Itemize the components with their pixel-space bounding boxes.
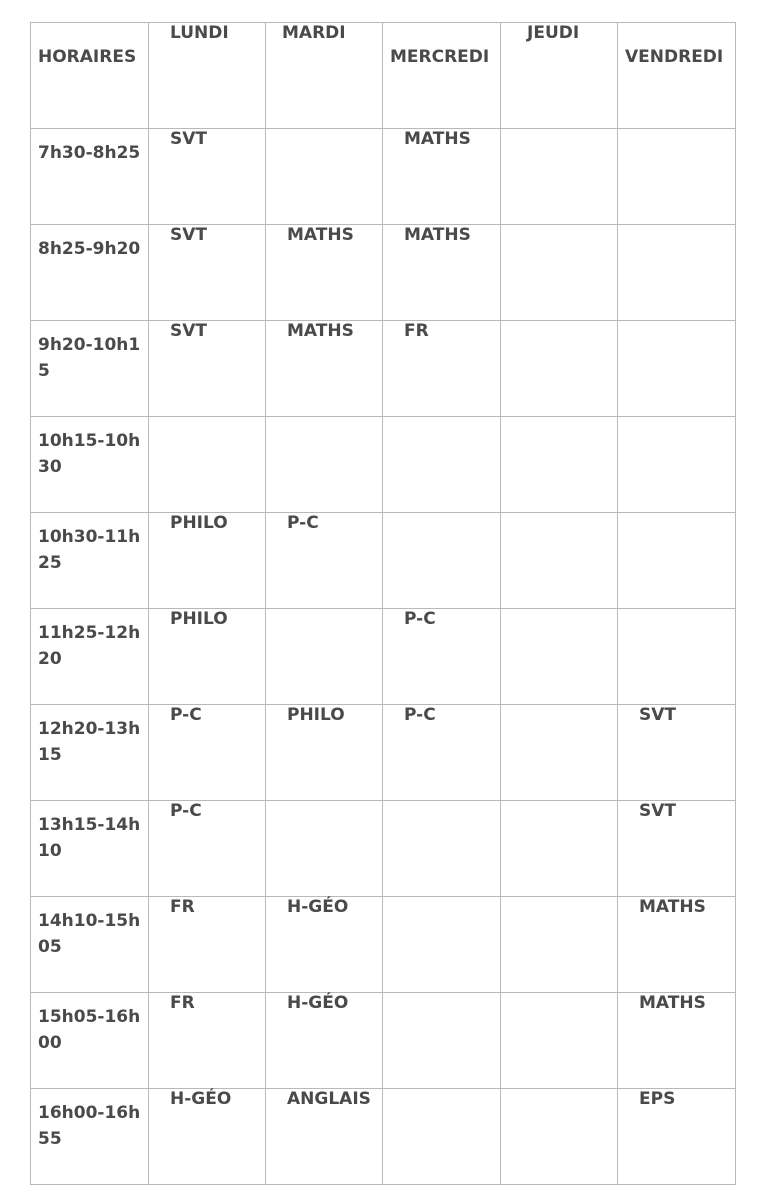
table-row (31, 993, 736, 1089)
subject-cell-vendredi (618, 417, 736, 513)
subject-label: SVT (170, 321, 207, 341)
subject-cell-lundi (149, 1089, 266, 1185)
subject-cell-vendredi (618, 321, 736, 417)
subject-cell-mardi (266, 705, 383, 801)
subject-label: MATHS (287, 225, 354, 245)
subject-label: PHILO (170, 513, 228, 533)
time-slot-cell (31, 801, 149, 897)
subject-cell-mercredi (383, 513, 501, 609)
time-slot-cell (31, 513, 149, 609)
subject-label: P-C (287, 513, 319, 533)
subject-cell-mardi (266, 1089, 383, 1185)
table-row (31, 225, 736, 321)
table-row (31, 513, 736, 609)
subject-cell-vendredi (618, 129, 736, 225)
subject-cell-lundi (149, 897, 266, 993)
timetable-viewport[interactable] (30, 22, 736, 1149)
timetable-body (31, 129, 736, 1185)
subject-cell-jeudi (501, 321, 618, 417)
subject-cell-vendredi (618, 801, 736, 897)
subject-label: H-GÉO (287, 993, 349, 1013)
subject-cell-vendredi (618, 897, 736, 993)
subject-cell-mercredi (383, 321, 501, 417)
subject-cell-mardi (266, 993, 383, 1089)
subject-cell-mercredi (383, 417, 501, 513)
subject-cell-mercredi (383, 225, 501, 321)
subject-cell-lundi (149, 705, 266, 801)
subject-cell-jeudi (501, 801, 618, 897)
header-jeudi: JEUDI (501, 23, 618, 129)
time-slot-label: 15h05-16h00 (38, 1007, 141, 1053)
table-row (31, 129, 736, 225)
subject-cell-mercredi (383, 609, 501, 705)
subject-cell-mercredi (383, 897, 501, 993)
subject-label: PHILO (170, 609, 228, 629)
subject-label: P-C (404, 705, 436, 725)
time-slot-cell (31, 417, 149, 513)
subject-cell-vendredi (618, 225, 736, 321)
subject-label: MATHS (287, 321, 354, 341)
subject-cell-vendredi (618, 1089, 736, 1185)
time-slot-cell (31, 609, 149, 705)
subject-cell-vendredi (618, 513, 736, 609)
header-vendredi: VENDREDI (618, 23, 736, 129)
subject-cell-lundi (149, 225, 266, 321)
subject-label: EPS (639, 1089, 676, 1109)
subject-cell-vendredi (618, 609, 736, 705)
subject-label: FR (404, 321, 429, 341)
subject-cell-mardi (266, 513, 383, 609)
header-mardi: MARDI (266, 23, 383, 129)
subject-label: MATHS (404, 129, 471, 149)
subject-cell-mardi (266, 129, 383, 225)
header-mercredi: MERCREDI (383, 23, 501, 129)
subject-cell-mercredi (383, 129, 501, 225)
subject-cell-jeudi (501, 705, 618, 801)
table-row (31, 705, 736, 801)
table-row (31, 801, 736, 897)
subject-cell-lundi (149, 609, 266, 705)
subject-label: SVT (639, 705, 676, 725)
subject-label: SVT (170, 225, 207, 245)
subject-cell-mardi (266, 897, 383, 993)
subject-label: P-C (170, 705, 202, 725)
time-slot-cell (31, 705, 149, 801)
time-slot-cell (31, 993, 149, 1089)
subject-cell-jeudi (501, 609, 618, 705)
header-lundi: LUNDI (149, 23, 266, 129)
time-slot-label: 10h30-11h25 (38, 527, 141, 573)
time-slot-label: 9h20-10h15 (38, 335, 141, 381)
subject-cell-vendredi (618, 705, 736, 801)
subject-cell-jeudi (501, 129, 618, 225)
subject-cell-jeudi (501, 1089, 618, 1185)
subject-cell-mercredi (383, 801, 501, 897)
time-slot-label: 11h25-12h20 (38, 623, 141, 669)
subject-label: H-GÉO (170, 1089, 232, 1109)
subject-cell-mercredi (383, 705, 501, 801)
subject-cell-mardi (266, 417, 383, 513)
subject-cell-lundi (149, 801, 266, 897)
subject-cell-jeudi (501, 225, 618, 321)
header-row (31, 23, 736, 129)
subject-label: SVT (639, 801, 676, 821)
subject-label: SVT (170, 129, 207, 149)
subject-cell-mercredi (383, 993, 501, 1089)
subject-cell-jeudi (501, 897, 618, 993)
timetable (30, 22, 736, 1185)
subject-label: PHILO (287, 705, 345, 725)
subject-label: P-C (404, 609, 436, 629)
table-row (31, 1089, 736, 1185)
subject-cell-lundi (149, 129, 266, 225)
time-slot-label: 13h15-14h10 (38, 815, 141, 861)
table-row (31, 897, 736, 993)
subject-cell-lundi (149, 513, 266, 609)
subject-label: FR (170, 993, 195, 1013)
time-slot-cell (31, 897, 149, 993)
subject-cell-vendredi (618, 993, 736, 1089)
subject-cell-mardi (266, 801, 383, 897)
table-row (31, 609, 736, 705)
subject-cell-jeudi (501, 513, 618, 609)
time-slot-label: 14h10-15h05 (38, 911, 141, 957)
table-row (31, 417, 736, 513)
time-slot-label: 7h30-8h25 (38, 143, 141, 163)
subject-cell-mardi (266, 609, 383, 705)
time-slot-label: 16h00-16h55 (38, 1103, 141, 1149)
time-slot-cell (31, 129, 149, 225)
subject-cell-mardi (266, 225, 383, 321)
subject-cell-mercredi (383, 1089, 501, 1185)
time-slot-label: 12h20-13h15 (38, 719, 141, 765)
subject-cell-lundi (149, 993, 266, 1089)
subject-label: P-C (170, 801, 202, 821)
subject-cell-jeudi (501, 417, 618, 513)
time-slot-cell (31, 225, 149, 321)
subject-cell-mardi (266, 321, 383, 417)
subject-label: FR (170, 897, 195, 917)
subject-label: MATHS (639, 897, 706, 917)
subject-label: ANGLAIS (287, 1089, 371, 1109)
subject-cell-lundi (149, 321, 266, 417)
time-slot-label: 10h15-10h30 (38, 431, 141, 477)
time-slot-cell (31, 321, 149, 417)
header-horaires: HORAIRES (31, 23, 149, 129)
subject-label: MATHS (404, 225, 471, 245)
subject-label: MATHS (639, 993, 706, 1013)
time-slot-cell (31, 1089, 149, 1185)
subject-cell-jeudi (501, 993, 618, 1089)
time-slot-label: 8h25-9h20 (38, 239, 141, 259)
subject-label: H-GÉO (287, 897, 349, 917)
subject-cell-lundi (149, 417, 266, 513)
table-row (31, 321, 736, 417)
